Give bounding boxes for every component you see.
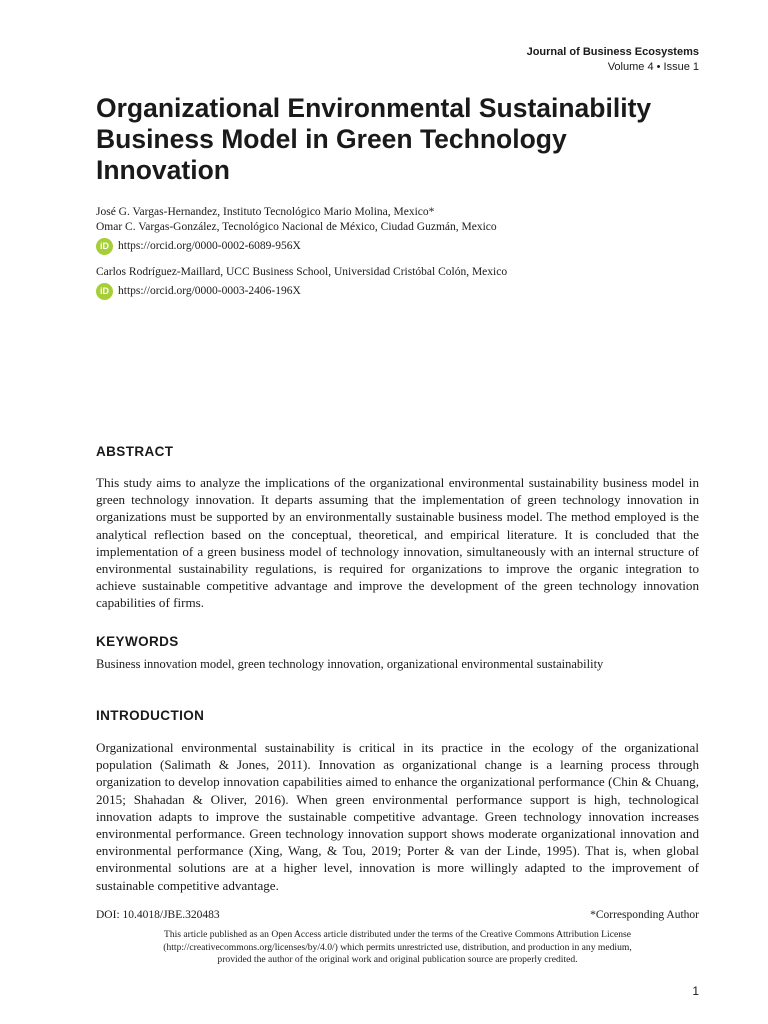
author-line: Carlos Rodríguez-Maillard, UCC Business School, Universidad Cristóbal Colón, Mexico xyxy=(96,266,508,278)
author-block xyxy=(96,205,706,300)
author-line: José G. Vargas-Hernandez, Instituto Tecnológico Mario Molina, Mexico* xyxy=(96,206,435,218)
abstract-text: This study aims to analyze the implications of the organizational environmental sustainability business model in green technology innovation. It departs assuming that the implementation of green technology innovation in organizations must be supported by an environmentally sustainable business model. The method employed is the analytical reflection based on the conceptual, theoretical, and empirical literature. It is concluded that the implementation of a green business model of technology innovation, simultaneously with an internal structure of environmental sustainability regulations, is required for organizations to improve the organic integration to achieve sustainable competitive advantage and improve the development of the green technology innovation capabilities of firms. xyxy=(96,475,699,611)
license-notice xyxy=(96,929,699,967)
introduction-heading: INTRODUCTION xyxy=(96,708,205,723)
orcid-link[interactable]: https://orcid.org/0000-0003-2406-196X xyxy=(118,284,301,297)
keywords-text: Business innovation model, green technology innovation, organizational environmental sustainability xyxy=(96,657,604,671)
journal-issue: Volume 4 • Issue 1 xyxy=(607,61,699,73)
orcid-icon: iD xyxy=(96,238,113,255)
license-line: This article published as an Open Access article distributed under the terms of the Creative Commons Attribution License xyxy=(163,929,632,940)
page-number: 1 xyxy=(692,984,699,998)
author-line: Omar C. Vargas-González, Tecnológico Nacional de México, Ciudad Guzmán, Mexico xyxy=(96,221,497,233)
introduction-text: Organizational environmental sustainability is critical in its practice in the ecology of the organizational population (Salimath & Jones, 2011). Innovation as organizational change is a learning process through organization to develop innovation capabilities aimed to enhance the organizational performance (Chin & Chuang, 2015; Shahadan & Oliver, 2016). When green environmental performance support is high, technological innovation adapts to improve the sustainable competitive advantage. Green technology innovation increases environmental performance. Green technology innovation support shows moderate organizational innovation and environmental performance (Xing, Wang, & Tou, 2019; Porter & van der Linde, 1995). That is, when global environmental solutions are at a higher level, innovation is more willingly adapted to the improvement of sustainable competitive advantage. xyxy=(96,740,699,893)
orcid-line xyxy=(96,237,706,255)
orcid-link[interactable]: https://orcid.org/0000-0002-6089-956X xyxy=(118,239,301,252)
doi[interactable]: DOI: 10.4018/JBE.320483 xyxy=(96,909,220,921)
abstract-heading: ABSTRACT xyxy=(96,444,174,459)
orcid-line xyxy=(96,282,706,300)
license-line: (http://creativecommons.org/licenses/by/4.0/) which permits unrestricted use, distribution, and production in any medium, xyxy=(163,941,632,953)
orcid-icon: iD xyxy=(96,283,113,300)
journal-header xyxy=(527,45,699,75)
article-title: Organizational Environmental Sustainability Business Model in Green Technology Innovation xyxy=(96,93,652,185)
corresponding-author-note: *Corresponding Author xyxy=(590,909,699,921)
keywords-heading: KEYWORDS xyxy=(96,634,179,649)
license-line: provided the author of the original work and original publication source are properly credited. xyxy=(217,954,578,966)
journal-name: Journal of Business Ecosystems xyxy=(526,46,699,58)
